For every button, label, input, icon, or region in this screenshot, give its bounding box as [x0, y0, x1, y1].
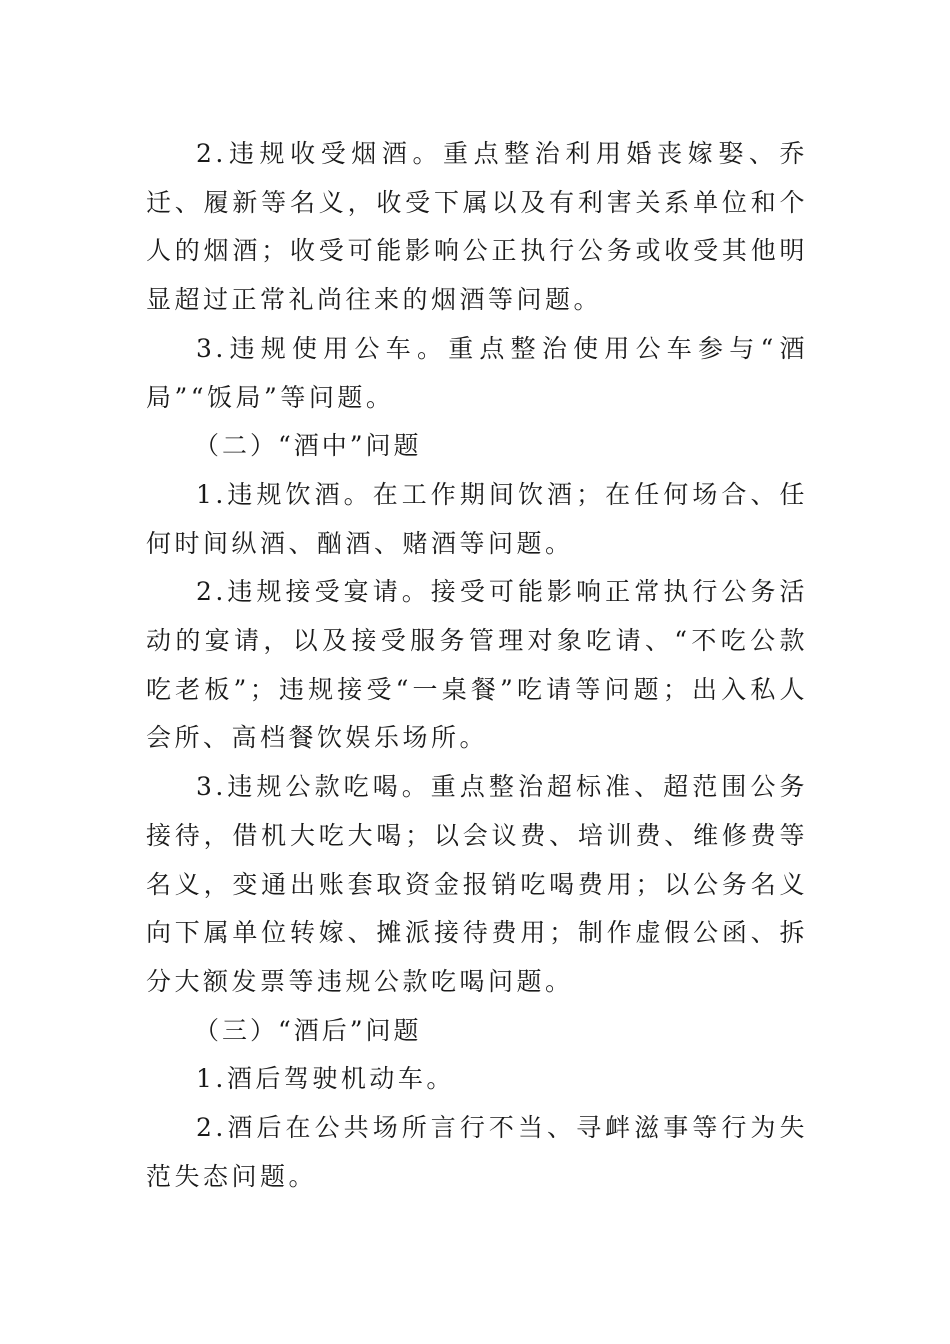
paragraph-item-3-official-car: 3.违规使用公车。重点整治使用公车参与“酒局”“饭局”等问题。	[146, 333, 808, 412]
section-heading-after-drinking: （三）“酒后”问题	[194, 1015, 422, 1045]
section-heading-during-drinking: （二）“酒中”问题	[194, 431, 422, 461]
paragraph-item-1-illegal-drinking: 1.违规饮酒。在工作期间饮酒；在任何场合、任何时间纵酒、酗酒、赌酒等问题。	[146, 479, 808, 558]
paragraph-item-2-tobacco-alcohol: 2.违规收受烟酒。重点整治利用婚丧嫁娶、乔迁、履新等名义，收受下属以及有利害关系单位和个人的烟酒；收受可能影响公正执行公务或收受其他明显超过正常礼尚往来的烟酒等问题。	[146, 139, 808, 315]
paragraph-item-3-public-funds: 3.违规公款吃喝。重点整治超标准、超范围公务接待，借机大吃大喝；以会议费、培训费、维修费等名义，变通出账套取资金报销吃喝费用；以公务名义向下属单位转嫁、摊派接待费用；制作虚假公函、拆分大额发票等违规公款吃喝问题。	[146, 772, 808, 996]
paragraph-item-1-drunk-driving: 1.酒后驾驶机动车。	[196, 1064, 455, 1094]
paragraph-item-2-misconduct: 2.酒后在公共场所言行不当、寻衅滋事等行为失范失态问题。	[146, 1113, 808, 1191]
document-body	[146, 130, 808, 1201]
paragraph-item-2-banquets: 2.违规接受宴请。接受可能影响正常执行公务活动的宴请，以及接受服务管理对象吃请、“不吃公款吃老板”；违规接受“一桌餐”吃请等问题；出入私人会所、高档餐饮娱乐场所。	[146, 577, 808, 753]
